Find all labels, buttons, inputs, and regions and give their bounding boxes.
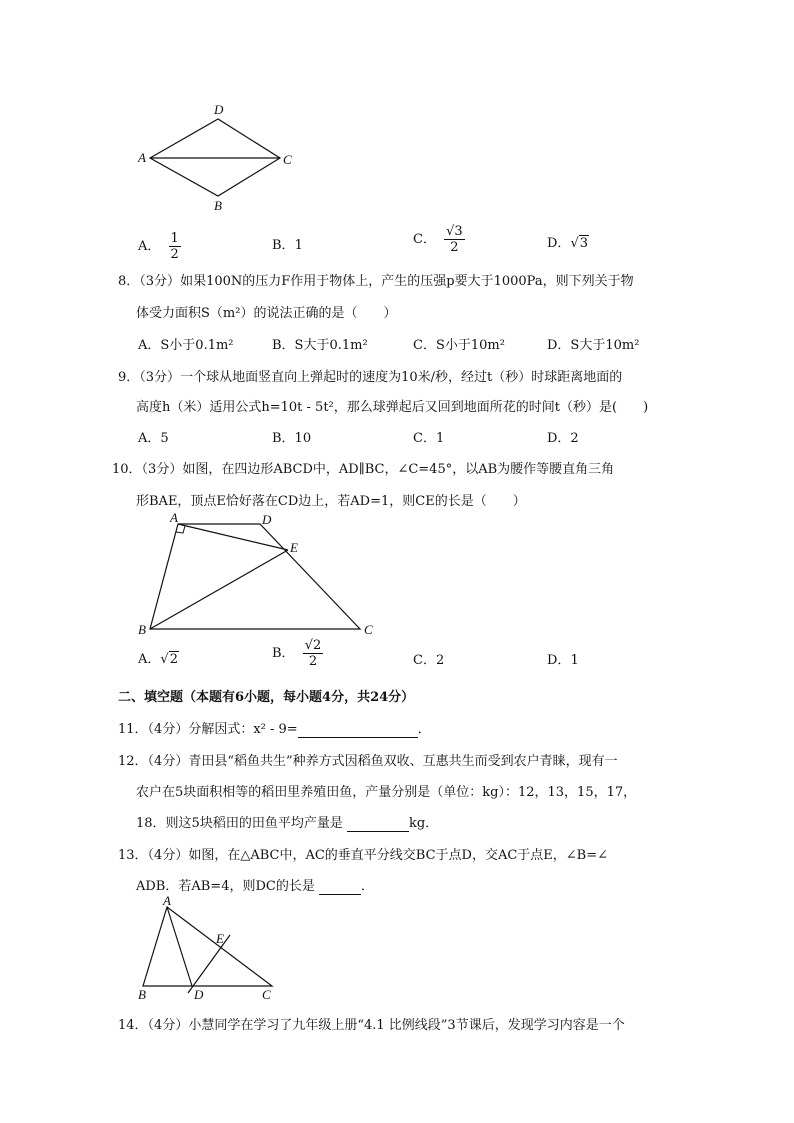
q13-text-2a: ADB．若AB=4，则DC的长是 <box>136 879 315 894</box>
q10-option-b-radicand: 2 <box>313 638 322 653</box>
q12-score: （4分） <box>147 754 189 769</box>
q7-option-c-radicand: 3 <box>454 224 463 239</box>
q10-line-1 <box>112 458 614 477</box>
q7-option-c-num <box>444 224 465 240</box>
q8-option-a: A．S小于0.1m² <box>138 338 234 353</box>
q11-text: 分解因式：x² - 9= <box>188 722 298 737</box>
q10-option-c <box>413 649 444 668</box>
q7-option-d <box>547 232 589 251</box>
q10-text-1: 如图，在四边形ABCD中，AD∥BC，∠C=45°，以AB为腰作等腰直角三角 <box>182 462 615 477</box>
q7-option-d-radicand: 3 <box>579 236 589 251</box>
q10-option-c-text: 2 <box>435 653 445 668</box>
q9-number: 9． <box>118 370 140 385</box>
q9-option-c: C．1 <box>413 431 445 446</box>
q13-score: （4分） <box>147 848 189 863</box>
q10-option-a-sqrt <box>160 652 179 667</box>
q10-label-a: A <box>170 510 178 525</box>
q10-score: （3分） <box>141 462 183 477</box>
q13-line-2 <box>136 875 374 895</box>
q11-number: 11． <box>118 722 148 737</box>
q8-line-2: 体受力面积S（m²）的说法正确的是（ ） <box>136 306 397 321</box>
q13-triangle-figure <box>130 893 290 1005</box>
q10-option-a-letter: A． <box>138 652 161 667</box>
q13-line-1 <box>118 844 608 863</box>
q7-option-b <box>272 234 303 253</box>
q8-score: （3分） <box>139 274 181 289</box>
q7-option-c-den: 2 <box>450 240 459 255</box>
q7-option-c-fraction <box>444 224 465 255</box>
q8-line-1 <box>118 270 634 289</box>
q10-option-a-radicand: 2 <box>169 652 178 667</box>
q13-number: 13． <box>118 848 148 863</box>
q14-text-1: 小慧同学在学习了九年级上册“4.1 比例线段”3节课后，发现学习内容是一个 <box>188 1018 625 1033</box>
q10-option-a <box>138 648 179 667</box>
q13-label-d: D <box>194 987 204 1002</box>
q10-option-d <box>547 649 579 668</box>
q12-number: 12． <box>118 754 148 769</box>
q7-option-a-fraction <box>169 231 181 262</box>
q12-line-1 <box>118 750 618 769</box>
q9-option-d: D．2 <box>547 431 579 446</box>
q7-option-c-letter: C． <box>413 232 436 247</box>
q7-option-a-letter: A． <box>138 239 161 254</box>
q13-text-1: 如图，在△ABC中，AC的垂直平分线交BC于点D，交AC于点E，∠B=∠ <box>188 848 609 863</box>
q7-label-c: C <box>283 152 292 167</box>
q10-label-e: E <box>290 540 298 555</box>
q13-text-2b: ． <box>360 879 374 894</box>
q9-option-b: B．10 <box>272 431 312 446</box>
q10-option-c-letter: C． <box>413 653 436 668</box>
q7-label-b: B <box>214 198 222 213</box>
q8-option-d: D．S大于10m² <box>547 338 640 353</box>
q13-answer-blank[interactable] <box>319 879 361 895</box>
q14-number: 14． <box>118 1018 148 1033</box>
q10-label-c: C <box>364 622 373 637</box>
q10-option-b-num <box>303 638 324 654</box>
q9-option-a: A．5 <box>138 431 169 446</box>
q7-option-b-text: 1 <box>294 238 303 253</box>
q12-line-2: 农户在5块面积相等的稻田里养殖田鱼，产量分别是（单位：kg）：12，13，15，17， <box>136 785 637 800</box>
q9-line-1 <box>118 366 622 385</box>
q7-rhombus-figure <box>130 100 310 220</box>
section-2-heading: 二、填空题（本题有6小题，每小题4分，共24分） <box>118 690 415 705</box>
q9-text-1: 一个球从地面竖直向上弹起时的速度为10米/秒，经过t（秒）时球距离地面的 <box>180 370 623 385</box>
q9-score: （3分） <box>139 370 181 385</box>
q10-option-b-sqrt-sign: √ <box>304 638 313 653</box>
q7-label-a: A <box>138 150 146 165</box>
q12-text-1: 青田县“稻鱼共生”种养方式因稻鱼双收、互惠共生而受到农户青睐，现有一 <box>188 754 618 769</box>
q7-option-a-num: 1 <box>170 231 179 246</box>
q11-answer-blank[interactable] <box>298 722 418 738</box>
q13-label-e: E <box>216 931 224 946</box>
q10-option-b-letter: B． <box>272 646 295 661</box>
q11-end: ． <box>417 722 431 737</box>
q12-line-3 <box>136 812 438 832</box>
q7-option-d-letter: D． <box>547 236 571 251</box>
q14-line-1 <box>118 1014 625 1033</box>
q10-option-d-text: 1 <box>570 653 579 668</box>
q9-line-2: 高度h（米）适用公式h=10t - 5t²，那么球弹起后又回到地面所花的时间t（秒）是( ) <box>136 400 649 415</box>
q7-option-d-sqrt <box>570 236 589 251</box>
q10-option-b-den: 2 <box>308 654 318 669</box>
q14-score: （4分） <box>147 1018 189 1033</box>
q8-option-c: C．S小于10m² <box>413 338 505 353</box>
q10-trapezoid-figure <box>130 510 390 640</box>
q7-label-d: D <box>214 102 224 117</box>
q12-text-3b: kg． <box>408 816 439 831</box>
q10-option-d-letter: D． <box>547 653 571 668</box>
q10-line-2: 形BAE，顶点E恰好落在CD边上，若AD=1，则CE的长是（ ） <box>136 494 526 509</box>
q7-option-c <box>413 224 465 255</box>
q8-text-1: 如果100N的压力F作用于物体上，产生的压强p要大于1000Pa，则下列关于物 <box>180 274 634 289</box>
q11-score: （4分） <box>147 722 189 737</box>
q7-option-b-letter: B． <box>272 238 295 253</box>
q7-option-a <box>138 231 181 262</box>
q13-label-a: A <box>163 893 171 908</box>
q12-text-3a: 18．则这5块稻田的田鱼平均产量是 <box>136 816 343 831</box>
q10-option-b <box>272 638 323 669</box>
q13-label-c: C <box>262 987 271 1002</box>
q7-option-c-sqrt-sign: √ <box>446 224 455 239</box>
q13-label-b: B <box>138 987 146 1002</box>
q10-label-b: B <box>138 622 146 637</box>
q10-option-a-sqrt-sign: √ <box>160 652 169 667</box>
q8-option-b: B．S大于0.1m² <box>272 338 368 353</box>
q10-option-b-fraction <box>303 638 324 669</box>
q10-number: 10． <box>112 462 142 477</box>
q7-option-d-sqrt-sign: √ <box>570 236 579 251</box>
q10-label-d: D <box>262 512 272 527</box>
q7-option-a-den: 2 <box>170 247 179 262</box>
q8-number: 8． <box>118 274 140 289</box>
q11-line <box>118 718 431 738</box>
q12-answer-blank[interactable] <box>347 816 409 832</box>
